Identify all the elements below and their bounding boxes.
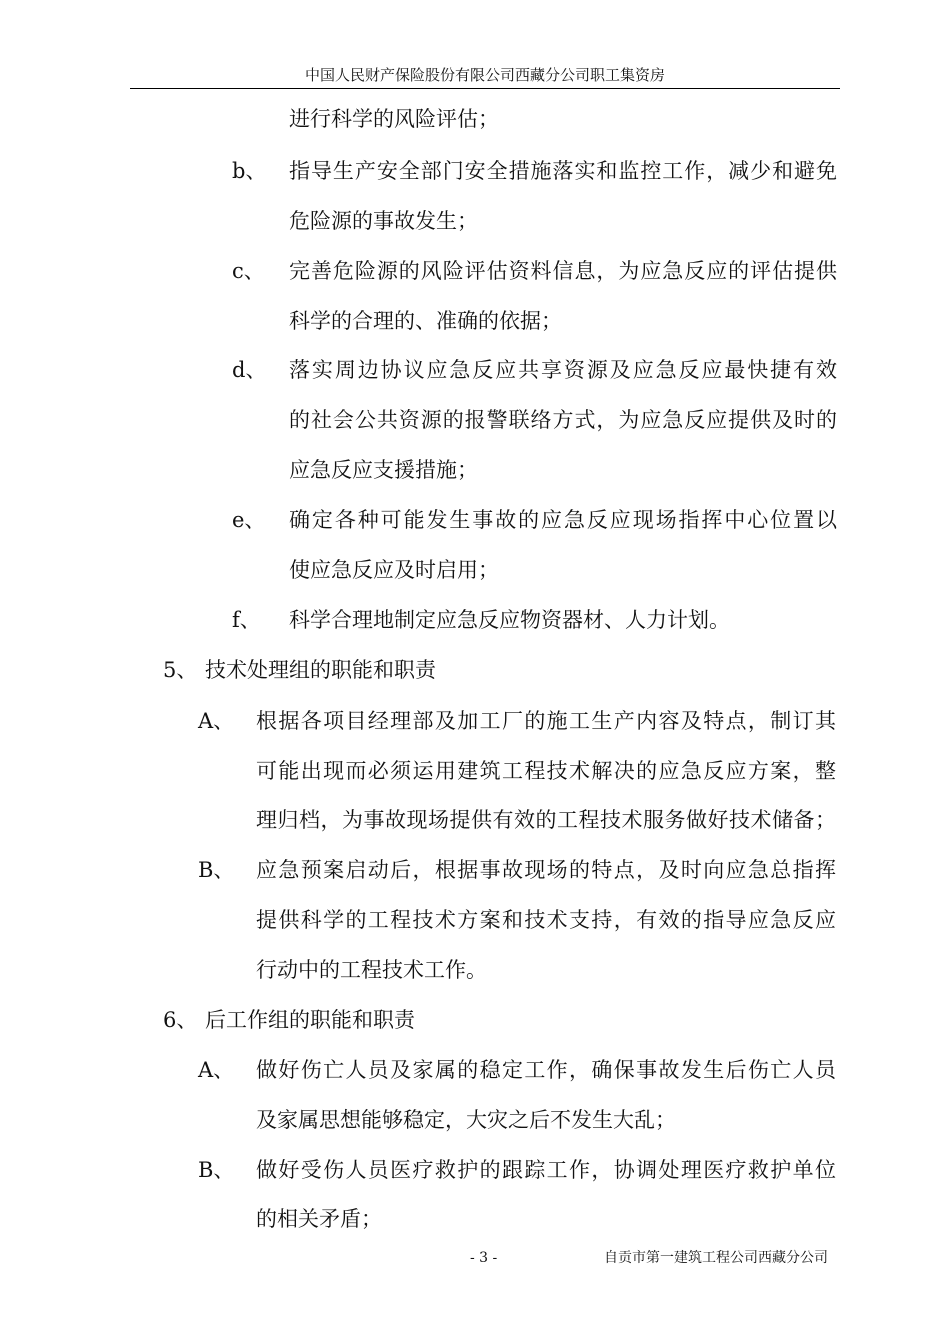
body-line: 理归档，为事故现场提供有效的工程技术服务做好技术储备； — [256, 808, 836, 832]
body-line: 根据各项目经理部及加工厂的施工生产内容及特点，制订其 — [256, 709, 836, 733]
list-marker: e、 — [232, 508, 266, 532]
body-line: 使应急反应及时启用； — [289, 558, 499, 582]
body-line: 提供科学的工程技术方案和技术支持，有效的指导应急反应 — [256, 908, 836, 932]
body-line: 行动中的工程技术工作。 — [256, 958, 487, 982]
list-marker: b、 — [232, 159, 267, 183]
body-line: 落实周边协议应急反应共享资源及应急反应最快捷有效 — [289, 358, 837, 382]
footer-company: 自贡市第一建筑工程公司西藏分公司 — [604, 1250, 828, 1266]
body-line: 确定各种可能发生事故的应急反应现场指挥中心位置以 — [289, 508, 837, 532]
section-title: 技术处理组的职能和职责 — [205, 658, 436, 682]
body-line: 及家属思想能够稳定，大灾之后不发生大乱； — [256, 1108, 676, 1132]
body-line: 做好受伤人员医疗救护的跟踪工作，协调处理医疗救护单位 — [256, 1158, 836, 1182]
body-line: 的相关矛盾； — [256, 1207, 382, 1231]
body-line: 科学合理地制定应急反应物资器材、人力计划。 — [289, 608, 730, 632]
header-rule — [130, 88, 840, 89]
list-marker: d、 — [232, 358, 267, 382]
body-line: 可能出现而必须运用建筑工程技术解决的应急反应方案，整 — [256, 759, 836, 783]
body-line: 做好伤亡人员及家属的稳定工作，确保事故发生后伤亡人员 — [256, 1058, 836, 1082]
body-line: 指导生产安全部门安全措施落实和监控工作，减少和避免 — [289, 159, 837, 183]
header-title: 中国人民财产保险股份有限公司西藏分公司职工集资房 — [304, 66, 665, 84]
section-title: 后工作组的职能和职责 — [205, 1008, 415, 1032]
body-line: 危险源的事故发生； — [289, 209, 478, 233]
body-line: 应急预案启动后，根据事故现场的特点，及时向应急总指挥 — [256, 858, 836, 882]
body-line: 科学的合理的、准确的依据； — [289, 309, 562, 333]
list-marker: B、 — [198, 858, 235, 882]
body-line: 应急反应支援措施； — [289, 458, 478, 482]
list-marker: f、 — [232, 608, 261, 632]
section-number: 6、 — [163, 1008, 198, 1032]
list-marker: A、 — [198, 1058, 235, 1082]
body-line: 进行科学的风险评估； — [289, 107, 499, 131]
page-number: - 3 - — [470, 1250, 498, 1266]
list-marker: A、 — [198, 709, 235, 733]
list-marker: B、 — [198, 1158, 235, 1182]
list-marker: c、 — [232, 259, 265, 283]
body-line: 完善危险源的风险评估资料信息，为应急反应的评估提供 — [289, 259, 837, 283]
section-number: 5、 — [163, 658, 198, 682]
body-line: 的社会公共资源的报警联络方式，为应急反应提供及时的 — [289, 408, 837, 432]
